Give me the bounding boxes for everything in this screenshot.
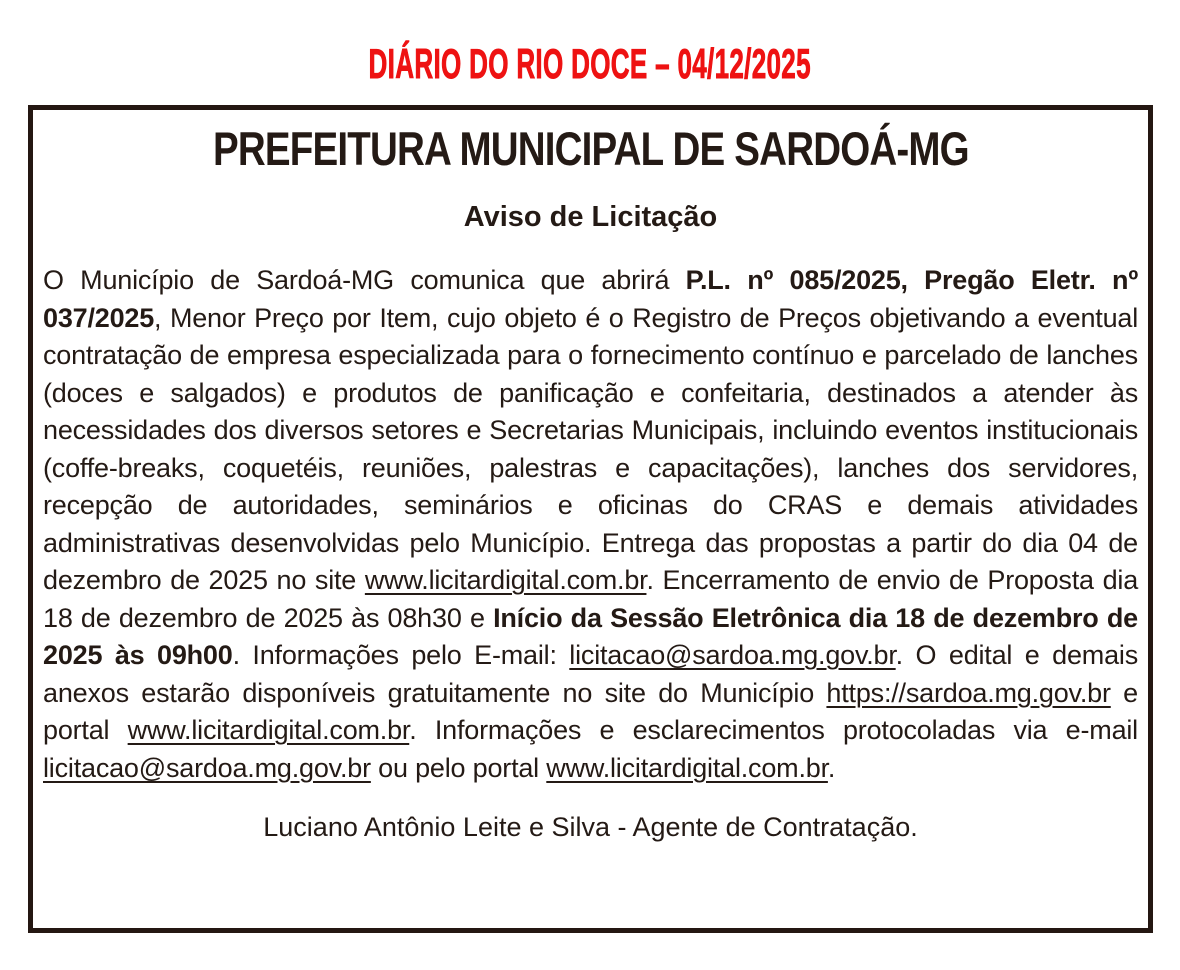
masthead [0, 40, 1180, 88]
body-text-segment: , Menor Preço por Item, cujo objeto é o Registro de Preços objetivando a eventual contratação de empresa especializada para o fornecimento contínuo e parcelado de lanches (doces e salgados) e produtos de panificação e confeitaria, destinados a atender às necessidades dos diversos setores e Secretarias Municipais, incluindo eventos institucionais (coffe-breaks, coquetéis, reuniões, palestras e capacitações), lanches dos servidores, recepção de autoridades, seminários e oficinas do CRAS e demais atividades administrativas desenvolvidas pelo Município. Entrega das propostas a partir do dia 04 de dezembro de 2025 no site [43, 302, 1138, 595]
notice-box [28, 105, 1153, 933]
notice-subtitle: Aviso de Licitação [463, 201, 718, 233]
url-text: www.licitardigital.com.br [364, 565, 647, 595]
url-text: licitacao@sardoa.mg.gov.br [43, 752, 371, 783]
body-text-segment: O Município de Sardoá-MG comunica que abrirá [43, 265, 686, 295]
bold-text: Início da Sessão Eletrônica dia 18 de dezembro de 2025 às 09h00 [43, 602, 1138, 670]
signature-line: Luciano Antônio Leite e Silva - Agente de Contratação. [263, 812, 918, 842]
body-text-segment: . Informações e esclarecimentos protocoladas via e-mail [409, 715, 1138, 745]
masthead-title: DIÁRIO DO RIO DOCE – 04/12/2025 [368, 40, 812, 87]
body-text-segment: e portal [43, 677, 1138, 745]
body-text-segment: . [827, 752, 836, 783]
body-text-segment: . Informações pelo E-mail: [232, 640, 570, 670]
notice-title-row [43, 123, 1138, 187]
url-text: www.licitardigital.com.br [546, 752, 828, 783]
notice-body [43, 262, 1138, 787]
bold-text: P.L. nº 085/2025, Pregão Eletr. nº 037/2025 [43, 265, 1138, 333]
body-text-segment: . Encerramento de envio de Proposta dia 18 de dezembro de 2025 às 08h30 e [43, 565, 1139, 633]
body-text-segment: . O edital e demais anexos estarão disponíveis gratuitamente no site do Município [43, 640, 1138, 708]
body-text-segment: ou pelo portal [370, 752, 547, 783]
url-text: licitacao@sardoa.mg.gov.br [569, 640, 896, 670]
notice-title: PREFEITURA MUNICIPAL DE SARDOÁ-MG [212, 122, 969, 175]
url-text: www.licitardigital.com.br [127, 715, 410, 745]
url-text: https://sardoa.mg.gov.br [826, 677, 1111, 708]
